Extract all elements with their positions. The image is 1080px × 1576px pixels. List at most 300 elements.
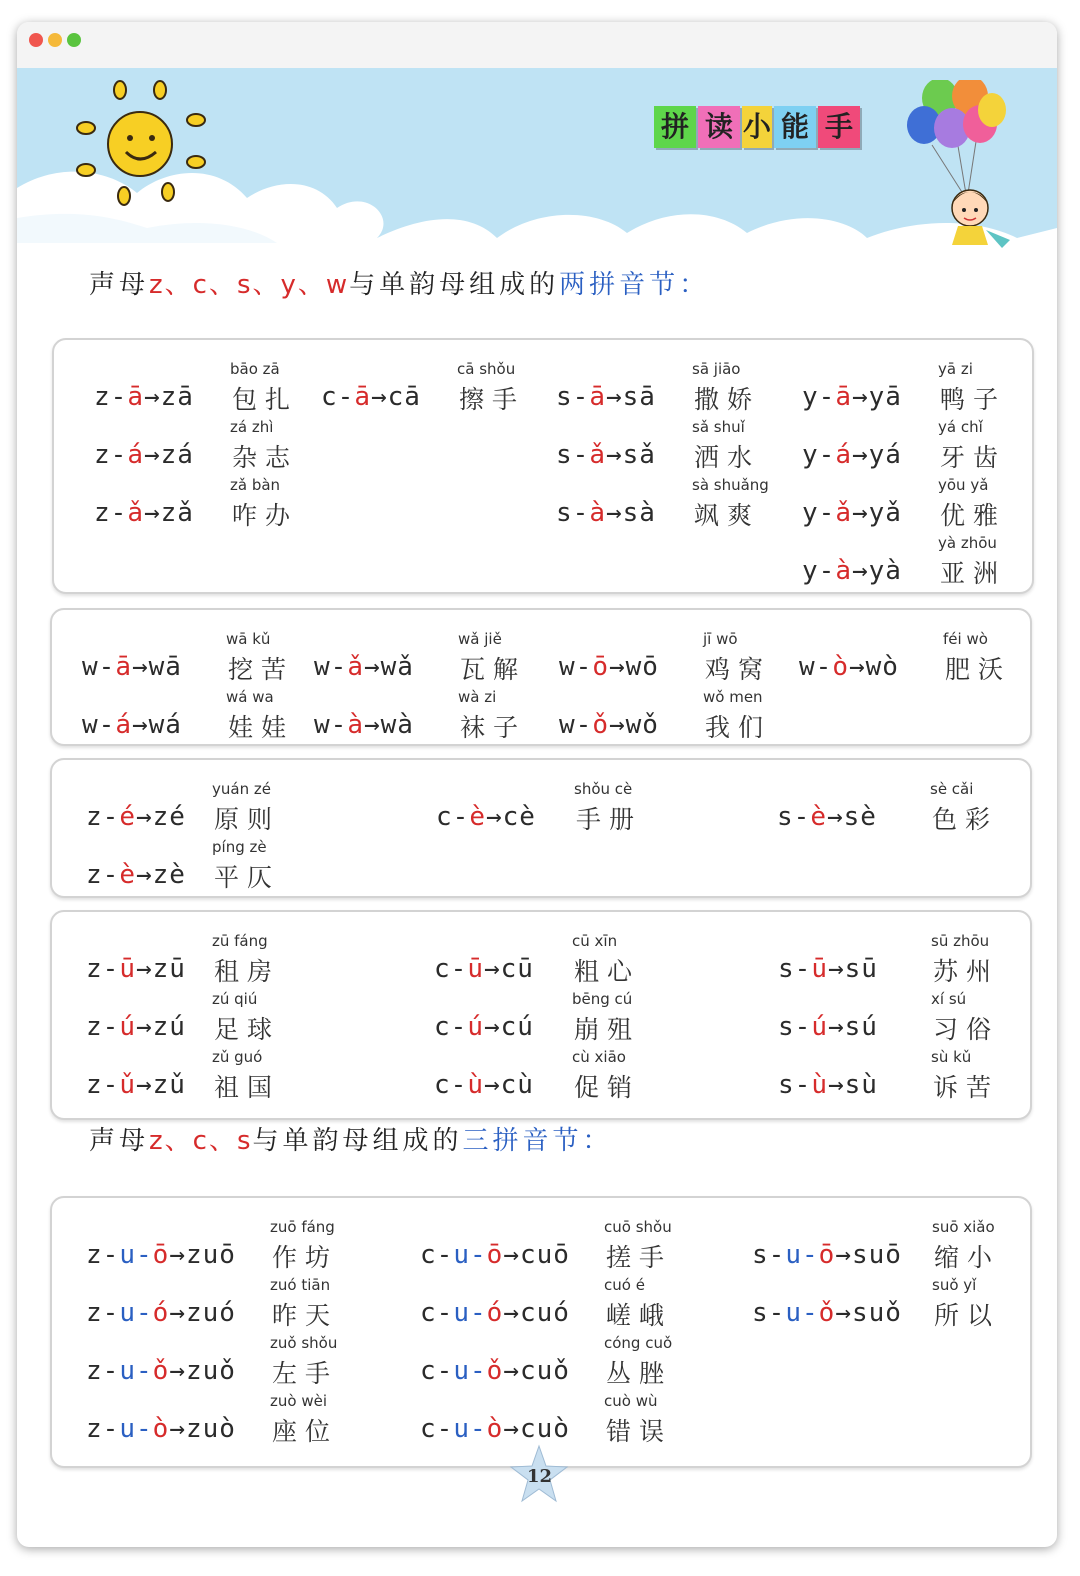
syllable-result: cā bbox=[387, 382, 421, 412]
syllable-result: zuō bbox=[185, 1240, 236, 1270]
pinyin-annotation: yōu yǎ bbox=[938, 476, 989, 494]
spelling-formula bbox=[434, 1070, 534, 1100]
vowel-with-tone: ō bbox=[152, 1240, 170, 1270]
arrow: → bbox=[483, 1012, 501, 1042]
chinese-word: 诉苦 bbox=[933, 1073, 1000, 1102]
heading-suffix: ： bbox=[582, 1126, 613, 1156]
initial: c- bbox=[434, 1070, 468, 1100]
spelling-formula bbox=[94, 498, 194, 528]
syllable-result: sā bbox=[622, 382, 656, 412]
initial: s- bbox=[556, 498, 590, 528]
arrow: → bbox=[131, 652, 149, 682]
vowel-with-tone: ǎ bbox=[835, 498, 852, 528]
arrow: → bbox=[169, 1298, 186, 1328]
vowel-with-tone: é bbox=[119, 802, 136, 832]
workbook-page bbox=[17, 68, 1057, 1547]
syllable-result: cū bbox=[500, 954, 534, 984]
initial: z- bbox=[86, 802, 120, 832]
initial: w- bbox=[82, 710, 116, 740]
syllable-result: wǒ bbox=[625, 710, 659, 740]
arrow: → bbox=[143, 382, 161, 412]
banner-char: 手 bbox=[818, 106, 860, 148]
section-heading-two-syllable bbox=[89, 264, 709, 301]
pinyin-annotation: cù xiāo bbox=[572, 1048, 626, 1066]
vowel-with-tone: ǒ bbox=[592, 710, 609, 740]
chinese-word: 习俗 bbox=[933, 1015, 1000, 1044]
heading-suffix: ： bbox=[679, 270, 710, 300]
spelling-formula bbox=[556, 440, 656, 470]
initial: y- bbox=[802, 382, 836, 412]
syllable-result: cù bbox=[500, 1070, 534, 1100]
spelling-formula bbox=[799, 652, 899, 682]
spelling-formula bbox=[94, 382, 194, 412]
chinese-word: 我们 bbox=[705, 713, 772, 742]
initial: s- bbox=[778, 954, 812, 984]
chinese-word: 崩殂 bbox=[574, 1015, 641, 1044]
initial: w- bbox=[559, 652, 593, 682]
pinyin-annotation: cū xīn bbox=[572, 932, 618, 950]
medial: u- bbox=[119, 1298, 153, 1328]
spelling-formula bbox=[314, 652, 414, 682]
chinese-word: 促销 bbox=[574, 1073, 641, 1102]
heading-middle: 与单韵母组成的 bbox=[252, 1126, 463, 1156]
browser-window bbox=[17, 22, 1057, 1547]
pinyin-annotation: zǔ guó bbox=[212, 1048, 263, 1066]
pinyin-annotation: sà shuǎng bbox=[692, 476, 769, 494]
syllable-result: cú bbox=[500, 1012, 534, 1042]
vowel-with-tone: ú bbox=[467, 1012, 484, 1042]
syllable-result: zè bbox=[152, 860, 186, 890]
vowel-with-tone: ā bbox=[589, 382, 606, 412]
spelling-formula bbox=[86, 1070, 186, 1100]
vowel-with-tone: ā bbox=[835, 382, 852, 412]
pinyin-annotation: sù kǔ bbox=[931, 1048, 972, 1066]
spelling-formula bbox=[314, 710, 414, 740]
syllable-result: zuó bbox=[185, 1298, 236, 1328]
syllable-box-e bbox=[50, 758, 1032, 898]
pinyin-annotation: suō xiǎo bbox=[932, 1218, 995, 1236]
chinese-word: 袜子 bbox=[460, 713, 527, 742]
spelling-formula bbox=[86, 954, 186, 984]
initial: z- bbox=[94, 382, 128, 412]
chinese-word: 包扎 bbox=[232, 385, 299, 414]
initial: z- bbox=[86, 954, 120, 984]
syllable-result: zuò bbox=[185, 1414, 236, 1444]
spelling-formula bbox=[420, 1356, 570, 1386]
syllable-result: cuò bbox=[519, 1414, 570, 1444]
spelling-formula bbox=[559, 652, 659, 682]
chinese-word: 鸡窝 bbox=[705, 655, 772, 684]
syllable-result: sù bbox=[844, 1070, 878, 1100]
vowel-with-tone: ō bbox=[592, 652, 609, 682]
arrow: → bbox=[605, 498, 623, 528]
syllable-result: zā bbox=[160, 382, 194, 412]
spelling-formula bbox=[94, 440, 194, 470]
chinese-word: 娃娃 bbox=[228, 713, 295, 742]
arrow: → bbox=[135, 954, 153, 984]
pinyin-annotation: sè cǎi bbox=[930, 780, 974, 798]
close-window-button[interactable] bbox=[29, 33, 43, 47]
pinyin-annotation: bēng cú bbox=[572, 990, 633, 1008]
chinese-word: 苏州 bbox=[933, 957, 1000, 986]
spelling-formula bbox=[802, 440, 902, 470]
syllable-result: zū bbox=[152, 954, 186, 984]
syllable-result: zuǒ bbox=[185, 1356, 236, 1386]
syllable-result: zá bbox=[160, 440, 194, 470]
vowel-with-tone: è bbox=[119, 860, 136, 890]
medial: u- bbox=[453, 1356, 487, 1386]
initial: c- bbox=[420, 1240, 454, 1270]
pinyin-annotation: jī wō bbox=[703, 630, 738, 648]
spelling-formula bbox=[86, 802, 186, 832]
chinese-word: 祖国 bbox=[214, 1073, 281, 1102]
banner-char: 拼 bbox=[654, 106, 696, 148]
vowel-with-tone: á bbox=[115, 710, 132, 740]
arrow: → bbox=[851, 382, 869, 412]
pinyin-annotation: wà zi bbox=[458, 688, 497, 706]
heading-letters: z、c、s bbox=[149, 1126, 253, 1156]
pinyin-annotation: cā shǒu bbox=[457, 360, 516, 378]
spelling-formula bbox=[556, 382, 656, 412]
maximize-window-button[interactable] bbox=[67, 33, 81, 47]
arrow: → bbox=[503, 1298, 520, 1328]
initial: z- bbox=[86, 1298, 120, 1328]
initial: z- bbox=[86, 1356, 120, 1386]
syllable-result: zé bbox=[152, 802, 186, 832]
chinese-word: 撒娇 bbox=[694, 385, 761, 414]
spelling-formula bbox=[802, 556, 902, 586]
heading-letters: z、c、s、y、w bbox=[149, 270, 350, 300]
vowel-with-tone: ō bbox=[818, 1240, 836, 1270]
syllable-result: zǔ bbox=[152, 1070, 186, 1100]
page-number: 12 bbox=[527, 1466, 553, 1487]
spelling-formula bbox=[86, 1414, 236, 1444]
syllable-result: cuō bbox=[519, 1240, 570, 1270]
chinese-word: 鸭子 bbox=[940, 385, 1007, 414]
vowel-with-tone: ā bbox=[127, 382, 144, 412]
initial: s- bbox=[752, 1240, 786, 1270]
minimize-window-button[interactable] bbox=[48, 33, 62, 47]
medial: u- bbox=[453, 1298, 487, 1328]
vowel-with-tone: à bbox=[835, 556, 852, 586]
arrow: → bbox=[503, 1414, 520, 1444]
initial: z- bbox=[94, 440, 128, 470]
pinyin-annotation: wǎ jiě bbox=[458, 630, 502, 648]
initial: z- bbox=[86, 1070, 120, 1100]
heading-middle: 与单韵母组成的 bbox=[349, 270, 560, 300]
syllable-result: yá bbox=[868, 440, 902, 470]
chinese-word: 手册 bbox=[576, 805, 643, 834]
chinese-word: 擦手 bbox=[459, 385, 526, 414]
pinyin-annotation: zá zhì bbox=[230, 418, 274, 436]
pinyin-annotation: sǎ shuǐ bbox=[692, 418, 745, 436]
arrow: → bbox=[363, 710, 381, 740]
arrow: → bbox=[851, 440, 869, 470]
vowel-with-tone: ū bbox=[467, 954, 484, 984]
syllable-box-w bbox=[50, 608, 1032, 746]
arrow: → bbox=[835, 1240, 852, 1270]
chinese-word: 所以 bbox=[934, 1301, 1001, 1330]
initial: c- bbox=[420, 1298, 454, 1328]
banner-char: 读 bbox=[698, 106, 740, 148]
arrow: → bbox=[143, 498, 161, 528]
syllable-result: zú bbox=[152, 1012, 186, 1042]
vowel-with-tone: á bbox=[835, 440, 852, 470]
chinese-word: 瓦解 bbox=[460, 655, 527, 684]
pinyin-annotation: suǒ yǐ bbox=[932, 1276, 977, 1294]
arrow: → bbox=[835, 1298, 852, 1328]
vowel-with-tone: ō bbox=[486, 1240, 504, 1270]
initial: s- bbox=[752, 1298, 786, 1328]
initial: c- bbox=[321, 382, 355, 412]
pinyin-annotation: yuán zé bbox=[212, 780, 271, 798]
initial: s- bbox=[778, 1070, 812, 1100]
chinese-word: 座位 bbox=[272, 1417, 339, 1446]
vowel-with-tone: ó bbox=[152, 1298, 170, 1328]
arrow: → bbox=[851, 498, 869, 528]
syllable-result: cuó bbox=[519, 1298, 570, 1328]
syllable-result: sú bbox=[844, 1012, 878, 1042]
banner-title bbox=[654, 106, 860, 148]
syllable-result: cè bbox=[502, 802, 536, 832]
initial: c- bbox=[434, 1012, 468, 1042]
spelling-formula bbox=[82, 652, 182, 682]
syllable-result: sè bbox=[843, 802, 877, 832]
pinyin-annotation: píng zè bbox=[212, 838, 267, 856]
pinyin-annotation: cuò wù bbox=[604, 1392, 658, 1410]
pinyin-annotation: cuó é bbox=[604, 1276, 645, 1294]
pinyin-annotation: yá chǐ bbox=[938, 418, 983, 436]
syllable-box-uo bbox=[50, 1196, 1032, 1468]
chinese-word: 原则 bbox=[214, 805, 281, 834]
syllable-result: wǎ bbox=[380, 652, 414, 682]
arrow: → bbox=[169, 1414, 186, 1444]
initial: z- bbox=[86, 1414, 120, 1444]
chinese-word: 咋办 bbox=[232, 501, 299, 530]
spelling-formula bbox=[559, 710, 659, 740]
arrow: → bbox=[370, 382, 388, 412]
chinese-word: 色彩 bbox=[932, 805, 999, 834]
chinese-word: 租房 bbox=[214, 957, 281, 986]
vowel-with-tone: ǒ bbox=[486, 1356, 504, 1386]
initial: w- bbox=[799, 652, 833, 682]
arrow: → bbox=[827, 1012, 845, 1042]
spelling-formula bbox=[82, 710, 182, 740]
pinyin-annotation: cuō shǒu bbox=[604, 1218, 672, 1236]
vowel-with-tone: ǎ bbox=[347, 652, 364, 682]
initial: c- bbox=[420, 1414, 454, 1444]
chinese-word: 挖苦 bbox=[228, 655, 295, 684]
spelling-formula bbox=[86, 860, 186, 890]
spelling-formula bbox=[434, 1012, 534, 1042]
pinyin-annotation: bāo zā bbox=[230, 360, 280, 378]
arrow: → bbox=[485, 802, 503, 832]
pinyin-annotation: zuó tiān bbox=[270, 1276, 331, 1294]
spelling-formula bbox=[778, 954, 878, 984]
arrow: → bbox=[483, 954, 501, 984]
arrow: → bbox=[503, 1356, 520, 1386]
chinese-word: 作坊 bbox=[272, 1243, 339, 1272]
vowel-with-tone: è bbox=[810, 802, 827, 832]
vowel-with-tone: ǒ bbox=[818, 1298, 836, 1328]
medial: u- bbox=[119, 1414, 153, 1444]
arrow: → bbox=[135, 1070, 153, 1100]
syllable-result: cuǒ bbox=[519, 1356, 570, 1386]
syllable-box-u bbox=[50, 910, 1032, 1120]
medial: u- bbox=[453, 1414, 487, 1444]
arrow: → bbox=[135, 802, 153, 832]
vowel-with-tone: à bbox=[347, 710, 364, 740]
pinyin-annotation: cóng cuǒ bbox=[604, 1334, 673, 1352]
heading-prefix: 声母 bbox=[89, 270, 150, 300]
pinyin-annotation: sū zhōu bbox=[931, 932, 990, 950]
initial: c- bbox=[420, 1356, 454, 1386]
banner-char: 小 bbox=[742, 106, 772, 148]
initial: z- bbox=[86, 1240, 120, 1270]
initial: s- bbox=[556, 440, 590, 470]
spelling-formula bbox=[434, 954, 534, 984]
arrow: → bbox=[363, 652, 381, 682]
initial: y- bbox=[802, 440, 836, 470]
syllable-result: sū bbox=[844, 954, 878, 984]
arrow: → bbox=[608, 710, 626, 740]
arrow: → bbox=[483, 1070, 501, 1100]
heading-accent: 三拼音节 bbox=[462, 1126, 583, 1156]
spelling-formula bbox=[802, 382, 902, 412]
vowel-with-tone: ò bbox=[832, 652, 849, 682]
pinyin-annotation: zuǒ shǒu bbox=[270, 1334, 338, 1352]
syllable-result: sà bbox=[622, 498, 656, 528]
pinyin-annotation: wá wa bbox=[226, 688, 274, 706]
medial: u- bbox=[785, 1240, 819, 1270]
spelling-formula bbox=[752, 1240, 902, 1270]
initial: s- bbox=[556, 382, 590, 412]
initial: y- bbox=[802, 556, 836, 586]
chinese-word: 缩小 bbox=[934, 1243, 1001, 1272]
pinyin-annotation: zǎ bàn bbox=[230, 476, 281, 494]
syllable-result: wò bbox=[865, 652, 899, 682]
pinyin-annotation: zū fáng bbox=[212, 932, 268, 950]
chinese-word: 错误 bbox=[606, 1417, 673, 1446]
syllable-result: sǎ bbox=[622, 440, 656, 470]
chinese-word: 肥沃 bbox=[945, 655, 1012, 684]
syllable-result: wá bbox=[148, 710, 182, 740]
heading-accent: 两拼音节 bbox=[559, 270, 680, 300]
initial: z- bbox=[94, 498, 128, 528]
arrow: → bbox=[608, 652, 626, 682]
spelling-formula bbox=[86, 1356, 236, 1386]
pinyin-annotation: wā kǔ bbox=[226, 630, 271, 648]
syllable-result: yà bbox=[868, 556, 902, 586]
medial: u- bbox=[785, 1298, 819, 1328]
spelling-formula bbox=[420, 1298, 570, 1328]
syllable-result: zǎ bbox=[160, 498, 194, 528]
chinese-word: 飒爽 bbox=[694, 501, 761, 530]
pinyin-annotation: wǒ men bbox=[703, 688, 763, 706]
medial: u- bbox=[119, 1240, 153, 1270]
initial: w- bbox=[82, 652, 116, 682]
spelling-formula bbox=[752, 1298, 902, 1328]
vowel-with-tone: ū bbox=[119, 954, 136, 984]
pinyin-annotation: zuò wèi bbox=[270, 1392, 327, 1410]
initial: z- bbox=[86, 860, 120, 890]
chinese-word: 足球 bbox=[214, 1015, 281, 1044]
spelling-formula bbox=[778, 1012, 878, 1042]
arrow: → bbox=[169, 1356, 186, 1386]
chinese-word: 牙齿 bbox=[940, 443, 1007, 472]
chinese-word: 昨天 bbox=[272, 1301, 339, 1330]
chinese-word: 杂志 bbox=[232, 443, 299, 472]
arrow: → bbox=[169, 1240, 186, 1270]
chinese-word: 嵯峨 bbox=[606, 1301, 673, 1330]
spelling-formula bbox=[436, 802, 536, 832]
pinyin-annotation: zú qiú bbox=[212, 990, 258, 1008]
syllable-result: wō bbox=[625, 652, 659, 682]
vowel-with-tone: á bbox=[127, 440, 144, 470]
initial: z- bbox=[86, 1012, 120, 1042]
chinese-word: 左手 bbox=[272, 1359, 339, 1388]
vowel-with-tone: ú bbox=[811, 1012, 828, 1042]
arrow: → bbox=[826, 802, 844, 832]
chinese-word: 粗心 bbox=[574, 957, 641, 986]
pinyin-annotation: yà zhōu bbox=[938, 534, 997, 552]
arrow: → bbox=[143, 440, 161, 470]
syllable-result: yā bbox=[868, 382, 902, 412]
spelling-formula bbox=[86, 1012, 186, 1042]
pinyin-annotation: shǒu cè bbox=[574, 780, 633, 798]
spelling-formula bbox=[86, 1240, 236, 1270]
spelling-formula bbox=[778, 1070, 878, 1100]
banner-char: 能 bbox=[774, 106, 816, 148]
arrow: → bbox=[135, 860, 153, 890]
sun-icon bbox=[72, 80, 212, 210]
initial: c- bbox=[436, 802, 470, 832]
arrow: → bbox=[131, 710, 149, 740]
vowel-with-tone: ò bbox=[152, 1414, 170, 1444]
arrow: → bbox=[848, 652, 866, 682]
vowel-with-tone: ú bbox=[119, 1012, 136, 1042]
initial: s- bbox=[777, 802, 811, 832]
chinese-word: 洒水 bbox=[694, 443, 761, 472]
spelling-formula bbox=[556, 498, 656, 528]
vowel-with-tone: ù bbox=[811, 1070, 828, 1100]
vowel-with-tone: ó bbox=[486, 1298, 504, 1328]
vowel-with-tone: ā bbox=[115, 652, 132, 682]
arrow: → bbox=[503, 1240, 520, 1270]
arrow: → bbox=[135, 1012, 153, 1042]
spelling-formula bbox=[777, 802, 877, 832]
spelling-formula bbox=[86, 1298, 236, 1328]
initial: w- bbox=[559, 710, 593, 740]
syllable-result: wà bbox=[380, 710, 414, 740]
medial: u- bbox=[119, 1356, 153, 1386]
chinese-word: 亚洲 bbox=[940, 559, 1007, 588]
spelling-formula bbox=[420, 1414, 570, 1444]
vowel-with-tone: ǎ bbox=[589, 440, 606, 470]
chinese-word: 丛脞 bbox=[606, 1359, 673, 1388]
pinyin-annotation: zuō fáng bbox=[270, 1218, 335, 1236]
pinyin-annotation: xí sú bbox=[931, 990, 967, 1008]
syllable-result: yǎ bbox=[868, 498, 902, 528]
vowel-with-tone: ǎ bbox=[127, 498, 144, 528]
pinyin-annotation: sā jiāo bbox=[692, 360, 741, 378]
vowel-with-tone: à bbox=[589, 498, 606, 528]
balloon-girl-icon bbox=[902, 80, 1042, 250]
vowel-with-tone: ū bbox=[811, 954, 828, 984]
pinyin-annotation: yā zi bbox=[938, 360, 973, 378]
spelling-formula bbox=[420, 1240, 570, 1270]
initial: s- bbox=[778, 1012, 812, 1042]
